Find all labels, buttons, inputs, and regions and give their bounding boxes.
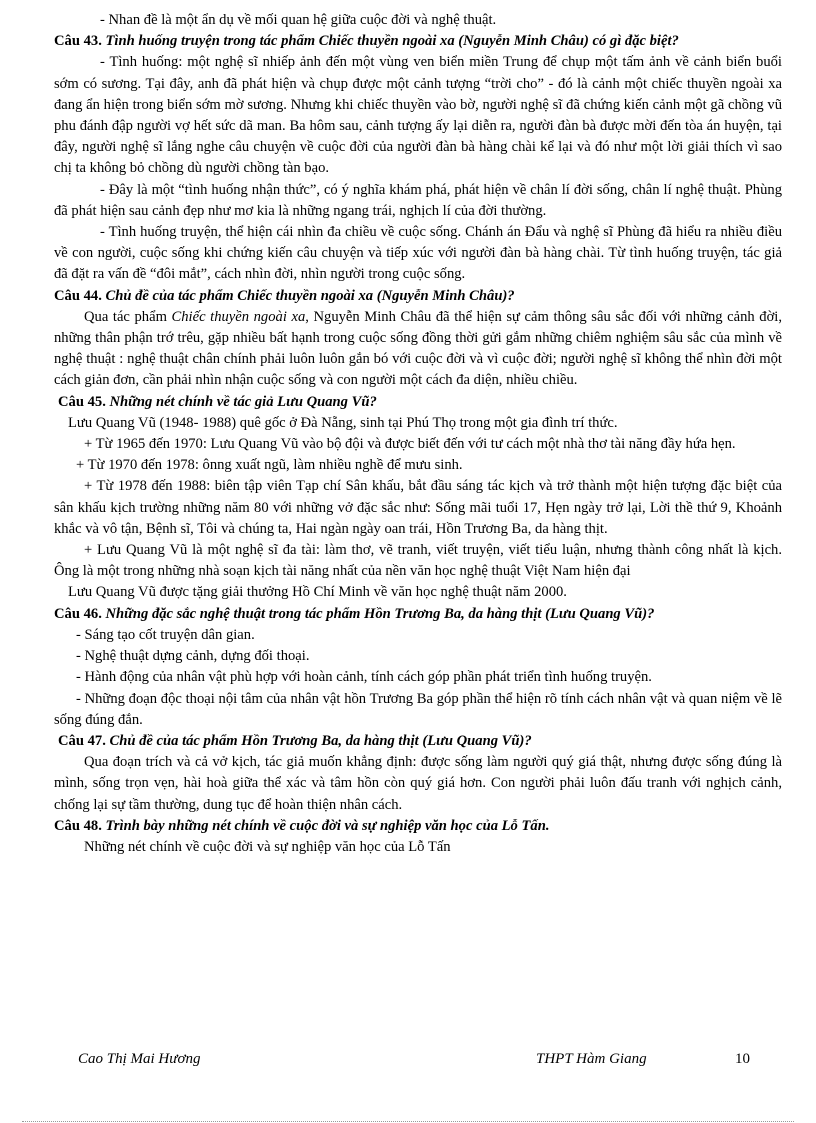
q44-theme-paragraph [54,307,782,392]
question-43-heading [54,31,782,52]
q45-period-1978: + Từ 1978 đến 1988: biên tập viên Tạp chí Sân khấu, bắt đầu sáng tác kịch và trở thành một hiện tượng đặc biệt của sân khấu kịch trường những năm 80 với những vở đặc sắc như: Sống mãi tuổi 17, Hẹn ngày trở lại, Lời thề thứ 9, Khoảnh khắc và vô tận, Bệnh sĩ, Tôi và chúng ta, Hai ngàn ngày oan trái, Hồn Trương Ba, da hàng thịt. [54,478,782,537]
q45-award: Lưu Quang Vũ được tặng giải thưởng Hồ Chí Minh về văn học nghệ thuật năm 2000. [68,584,567,601]
question-44-label: Câu 44. [54,287,102,304]
page-bottom-divider [22,1121,794,1122]
q44-text-start: Qua tác phẩm [84,308,172,325]
q45-period-1970: + Từ 1970 đến 1978: ônng xuất ngũ, làm nhiều nghề để mưu sinh. [76,457,463,474]
question-47-title: Chủ đề của tác phẩm Hồn Trương Ba, da hàng thịt (Lưu Quang Vũ)? [109,732,532,749]
question-45-label: Câu 45. [58,393,106,410]
q45-period-1965: + Từ 1965 đến 1970: Lưu Quang Vũ vào bộ đội và được biết đến với tư cách một nhà thơ tài năng đầy hứa hẹn. [84,436,736,453]
question-44-heading [54,286,782,307]
q43-situation-paragraph: - Tình huống: một nghệ sĩ nhiếp ảnh đến một vùng ven biển miền Trung để chụp một tấm ảnh về cảnh biển buổi sớm có sương. Tại đây, anh đã phát hiện và chụp được một cảnh tượng “trời cho” - đó là cảnh một chiếc thuyền ngoài xa đang ẩn hiện trong biển sớm mờ sương. Nhưng khi chiếc thuyền vào bờ, người nghệ sĩ đã chứng kiến cảnh một gã chồng vũ phu đánh đập người vợ hết sức dã man. Ba hôm sau, cảnh tượng ấy lại diễn ra, người đàn bà được mời đến tòa án huyện, tại đây, người nghệ sĩ lắng nghe câu chuyện về cuộc đời của người đàn bà hàng chài kể lại và đó như một lời giải thích vì sao chị ta không bỏ chồng dù người chồng tàn bạo. [54,54,782,177]
q44-text-rest: , Nguyễn Minh Châu đã thể hiện sự cảm thông sâu sắc đối với những cảnh đời, những thân phận trớ trêu, gặp nhiều bất hạnh trong cuộc sống đồng thời gửi gắm những chiêm nghiệm sâu sắc của mình về nghệ thuật : nghệ thuật chân chính phải luôn luôn gắn bó với cuộc đời và vì cuộc đời; người nghệ sĩ không thể nhìn đời một cách giản đơn, cần phải nhìn nhận cuộc sống và con người một cách đa diện, nhiều chiều. [54,308,782,389]
question-48-label: Câu 48. [54,817,102,834]
question-43-title: Tình huống truyện trong tác phẩm Chiếc thuyền ngoài xa (Nguyễn Minh Châu) có gì đặc biệt? [105,33,679,50]
q43-perspective-paragraph: - Tình huống truyện, thể hiện cái nhìn đa chiều về cuộc sống. Chánh án Đẩu và nghệ sĩ Phùng đã hiểu ra nhiều điều về con người, cuộc sống khi chứng kiến câu chuyện và tiếp xúc với người đàn bà hàng chài. Từ tình huống truyện, tác giả đã đặt ra vấn đề “đôi mắt”, cách nhìn đời, nhìn người trong cuộc sống. [54,224,782,283]
footer-school: THPT Hàm Giang [536,1051,647,1067]
q44-work-title: Chiếc thuyền ngoài xa [171,308,306,325]
question-44-title: Chủ đề của tác phẩm Chiếc thuyền ngoài xa (Nguyễn Minh Châu)? [105,287,515,304]
question-45-heading [54,392,782,413]
question-47-heading [54,731,782,752]
question-45-title: Những nét chính về tác giả Lưu Quang Vũ? [109,393,377,410]
page-number: 10 [735,1051,750,1067]
q47-theme-paragraph: Qua đoạn trích và cả vở kịch, tác giả muốn khẳng định: được sống làm người quý giá thật, nhưng được sống đúng là mình, sống trọn vẹn, hài hoà giữa thể xác và tâm hồn còn quý giá hơn. Con người phải luôn đấu tranh với nghịch cảnh, chống lại sự tầm thường, dung tục để hoàn thiện nhân cách. [54,754,782,813]
paragraph-title-meaning: - Nhan đề là một ẩn dụ về mối quan hệ giữa cuộc đời và nghệ thuật. [100,12,497,28]
question-47-label: Câu 47. [58,732,106,749]
question-46-heading [54,604,782,625]
q48-intro-paragraph: Những nét chính về cuộc đời và sự nghiệp văn học của Lỗ Tấn [84,838,451,855]
q45-versatile-artist: + Lưu Quang Vũ là một nghệ sĩ đa tài: làm thơ, vẽ tranh, viết truyện, viết tiểu luận, nhưng thành công nhất là kịch. Ông là một trong những nhà soạn kịch tài năng nhất của nền văn học nghệ thuật Việt Nam hiện đại [54,542,782,580]
q46-point-1: - Sáng tạo cốt truyện dân gian. [76,626,255,643]
q43-cognition-paragraph: - Đây là một “tình huống nhận thức”, có ý nghĩa khám phá, phát hiện về chân lí đời sống, chân lí nghệ thuật. Phùng đã phát hiện sau cảnh đẹp như mơ kia là những ngang trái, nghịch lí của đời thường. [54,181,782,219]
question-43-label: Câu 43. [54,33,102,50]
q46-point-3: - Hành động của nhân vật phù hợp với hoàn cảnh, tính cách góp phần phát triển tình huống truyện. [76,669,652,686]
page-footer [78,1051,750,1073]
q46-point-4: - Những đoạn độc thoại nội tâm của nhân vật hồn Trương Ba góp phần thể hiện rõ tính cách nhân vật và quan niệm về lẽ sống đúng đắn. [54,690,782,728]
question-48-heading [54,816,782,837]
question-48-title: Trình bày những nét chính về cuộc đời và sự nghiệp văn học của Lỗ Tấn. [105,817,550,834]
document-page [54,10,782,858]
q45-bio-paragraph: Lưu Quang Vũ (1948- 1988) quê gốc ở Đà Nẵng, sinh tại Phú Thọ trong một gia đình trí thức. [68,414,618,431]
footer-author: Cao Thị Mai Hương [78,1051,201,1067]
q46-point-2: - Nghệ thuật dựng cảnh, dựng đối thoại. [76,648,310,665]
question-46-label: Câu 46. [54,605,102,622]
question-46-title: Những đặc sắc nghệ thuật trong tác phẩm Hồn Trương Ba, da hàng thịt (Lưu Quang Vũ)? [105,605,655,622]
